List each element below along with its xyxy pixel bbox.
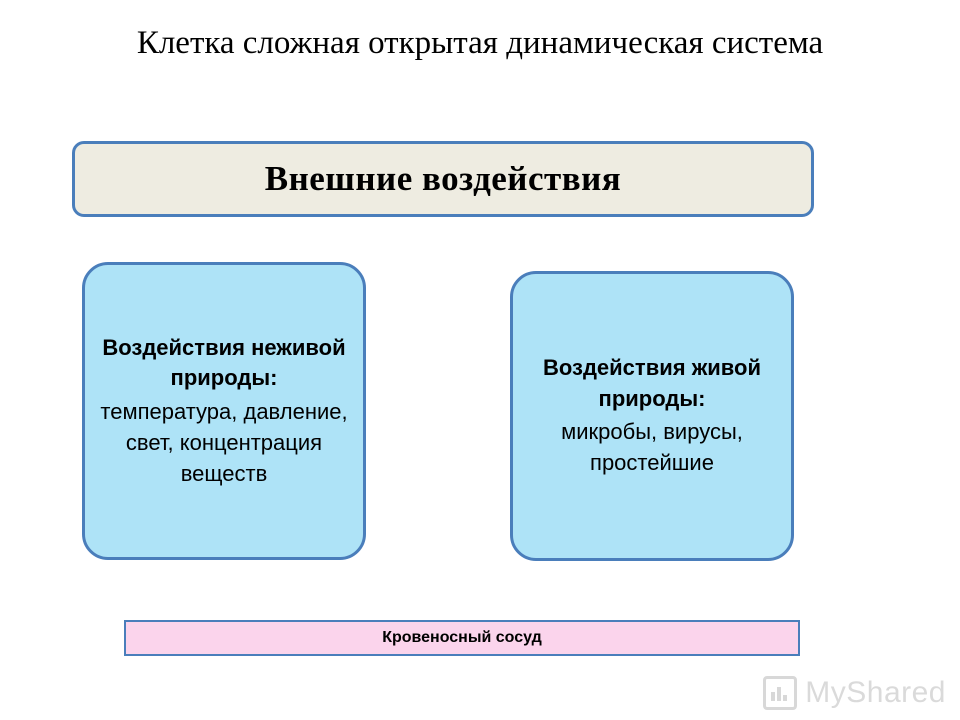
influence-box-living-heading-text: Воздействия живой природы (542, 355, 762, 411)
influence-box-living-heading (523, 353, 781, 414)
influence-box-nonliving-heading (95, 333, 353, 394)
chart-logo-icon (763, 676, 797, 710)
influence-box-living-heading-colon: : (698, 385, 706, 411)
influence-box-nonliving (82, 262, 366, 560)
influence-box-living (510, 271, 794, 561)
external-influences-banner (72, 141, 814, 217)
watermark (763, 676, 946, 710)
blood-vessel-label: Кровеносный сосуд (382, 629, 542, 646)
influence-box-nonliving-heading-text: Воздействия неживой природы (102, 334, 346, 391)
watermark-text: MyShared (805, 676, 946, 709)
influence-box-nonliving-body: температура, давление, свет, концентрация веществ (100, 398, 348, 486)
page-title: Клетка сложная открытая динамическая система (136, 25, 824, 61)
influence-box-nonliving-heading-colon: : (270, 365, 278, 391)
banner-label: Внешние воздействия (264, 159, 622, 198)
influence-box-living-body: микробы, вирусы, простейшие (561, 419, 743, 476)
blood-vessel-bar (124, 620, 800, 656)
